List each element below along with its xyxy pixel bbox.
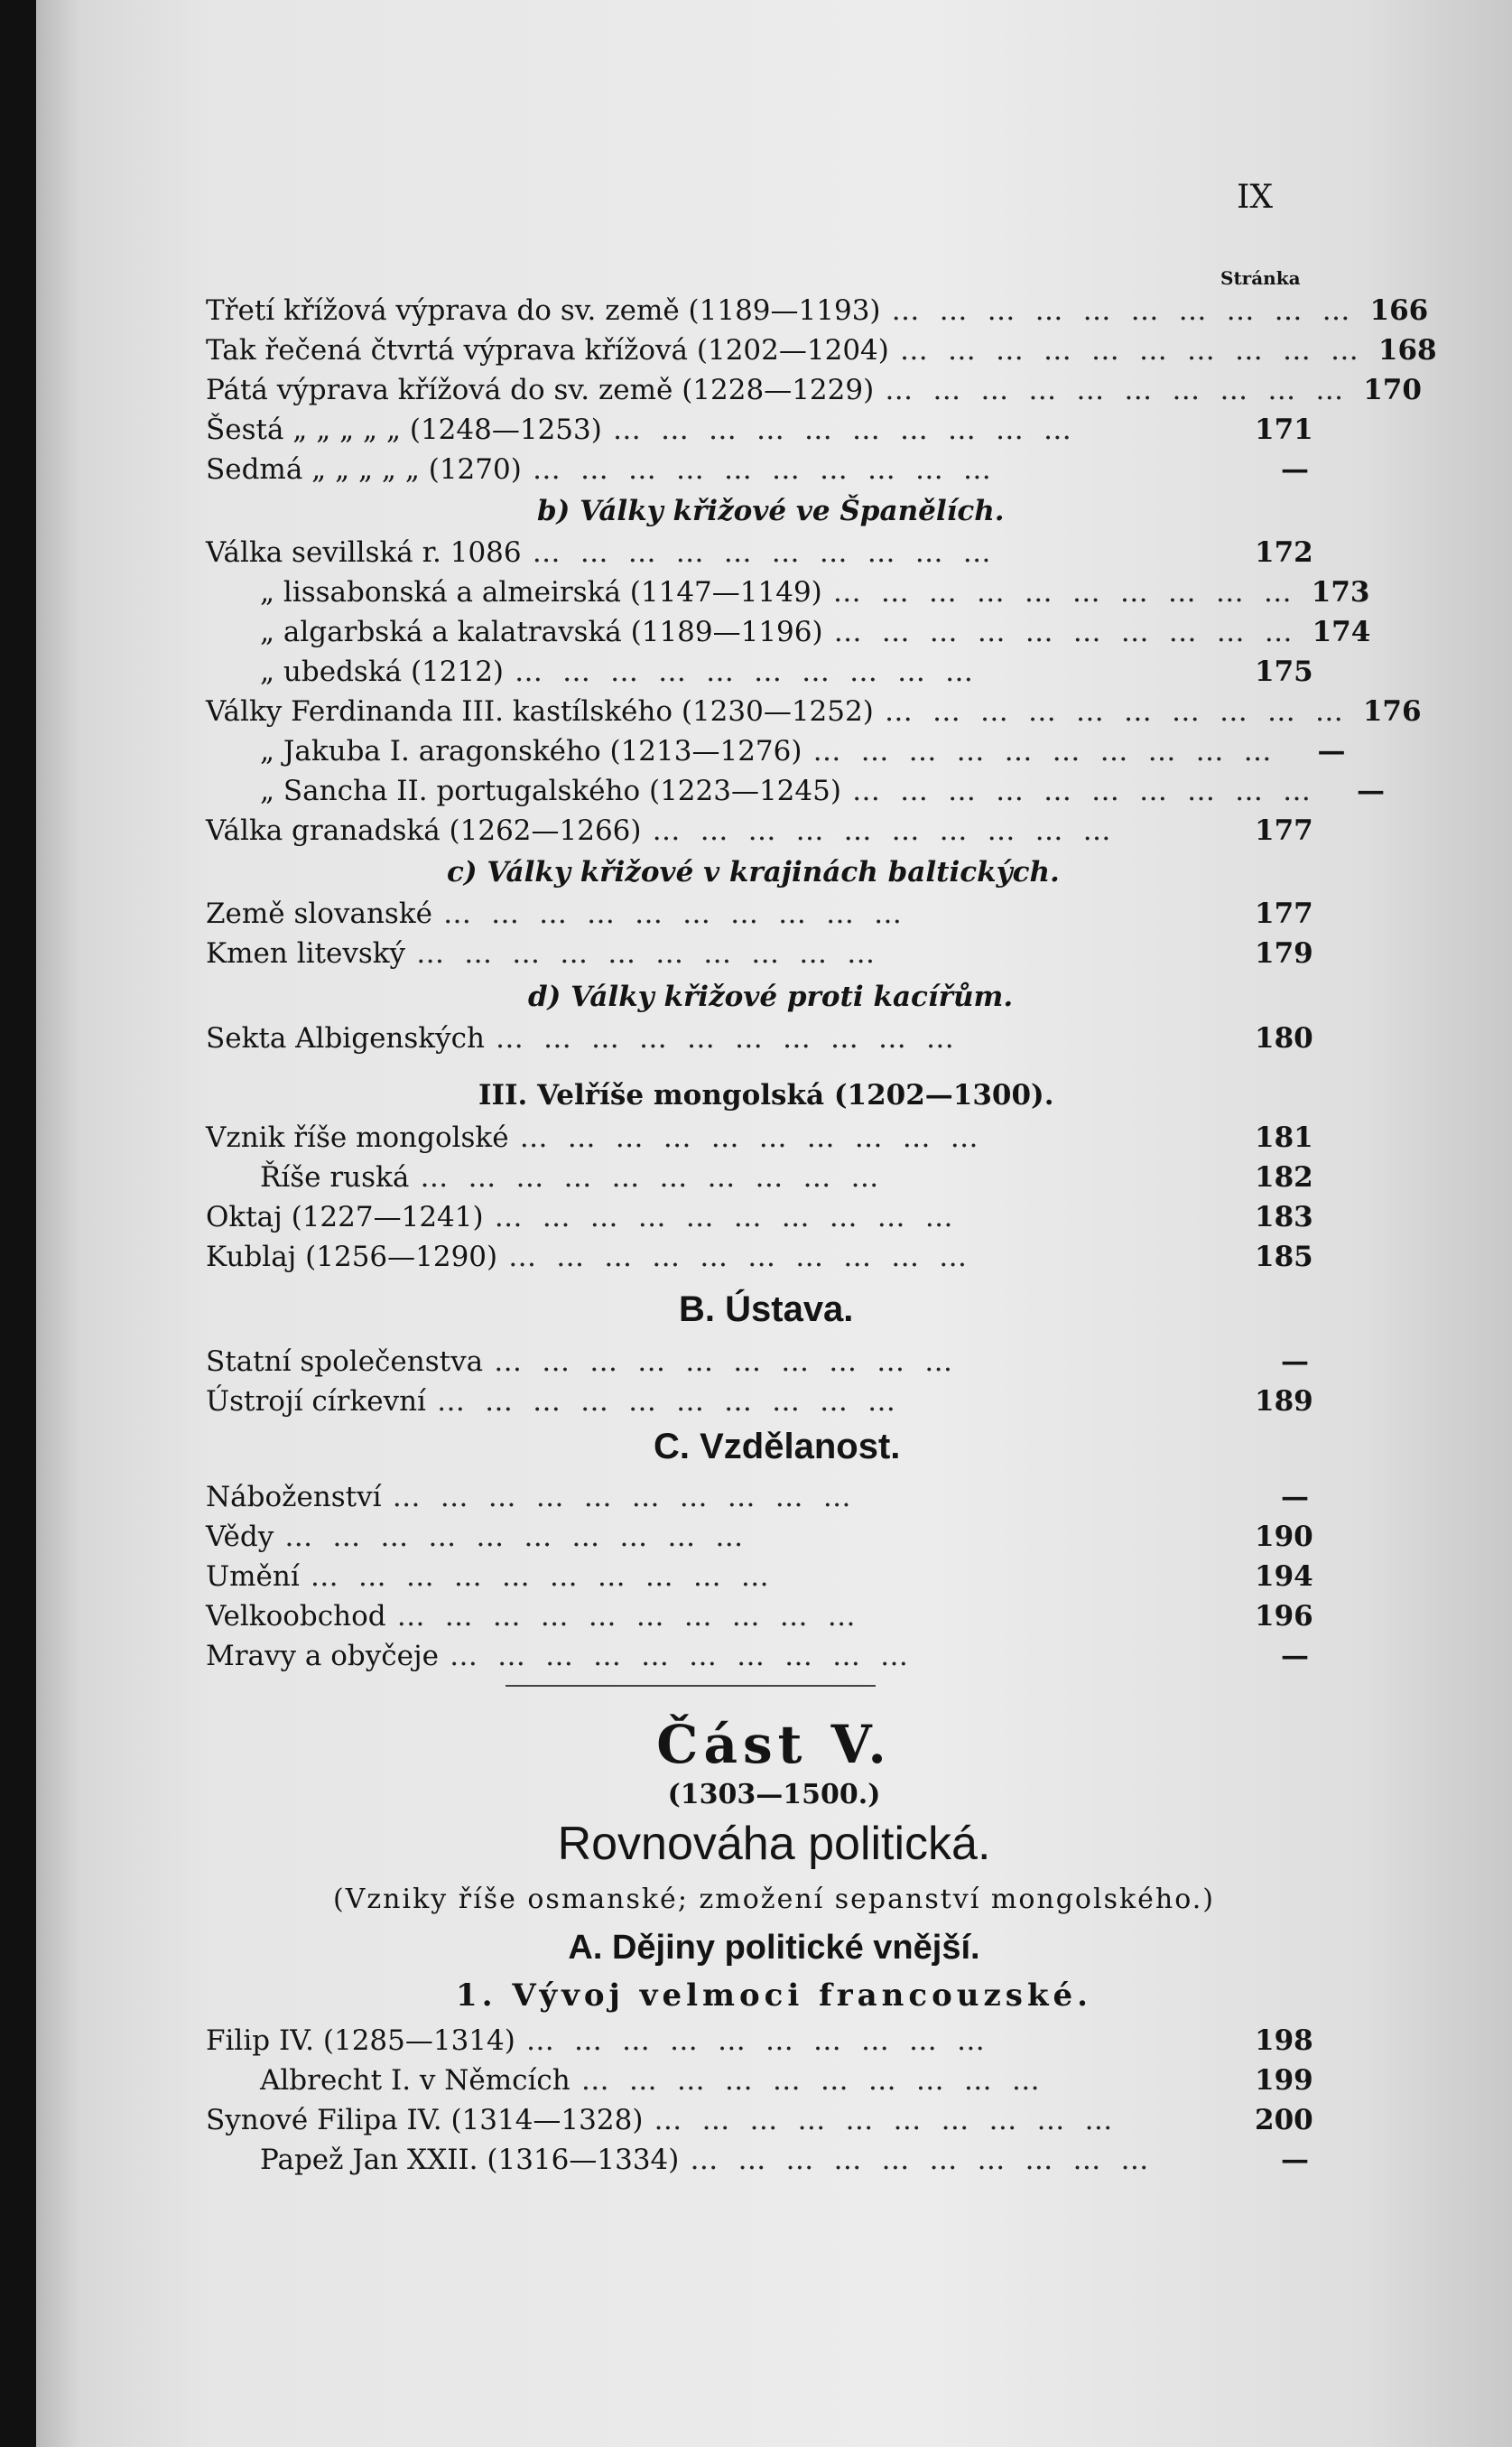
subsection-heading: b) Války křižové ve Španělích. <box>537 495 1005 527</box>
toc-row[interactable]: Země slovanské ………………………… 177 <box>206 898 1313 930</box>
toc-row[interactable]: Albrecht I. v Němcích ………………………… 199 <box>260 2064 1313 2097</box>
page-number: IX <box>1237 179 1273 216</box>
toc-row[interactable]: Tak řečená čtvrtá výprava křížová (1202—1204) ………………………… 168 <box>206 334 1437 367</box>
toc-row[interactable]: „ Sancha II. portugalského (1223—1245) ………………………… — <box>260 775 1385 807</box>
toc-row[interactable]: „ lissabonská a almeirská (1147—1149) ………………………… 173 <box>260 576 1370 609</box>
toc-row[interactable]: Kmen litevský ………………………… 179 <box>206 937 1313 970</box>
toc-row[interactable]: Synové Filipa IV. (1314—1328) ………………………… 200 <box>206 2104 1313 2136</box>
toc-row[interactable]: „ Jakuba I. aragonského (1213—1276) ………………………… — <box>260 735 1346 768</box>
page-column-header: Stránka <box>1220 267 1301 289</box>
toc-row[interactable]: Vznik říše mongolské ………………………… 181 <box>206 1121 1313 1154</box>
toc-row[interactable]: Mravy a obyčeje ………………………… — <box>206 1640 1309 1672</box>
part-years: (1303—1500.) <box>667 1779 881 1810</box>
toc-row[interactable]: Umění ………………………… 194 <box>206 1560 1313 1593</box>
book-spine-shadow <box>0 0 36 2447</box>
subsection-heading: d) Války křižové proti kacířům. <box>528 981 1014 1013</box>
toc-row[interactable]: Šestá „ „ „ „ „ (1248—1253) ………………………… 171 <box>206 414 1313 446</box>
toc-row[interactable]: Vědy ………………………… 190 <box>206 1521 1313 1553</box>
section-heading: B. Ústava. <box>679 1289 854 1329</box>
toc-row[interactable]: „ ubedská (1212) ………………………… 175 <box>260 656 1313 688</box>
toc-row[interactable]: Kublaj (1256—1290) ………………………… 185 <box>206 1241 1313 1273</box>
section-heading: C. Vzdělanost. <box>654 1427 901 1466</box>
section-heading: A. Dějiny politické vnější. <box>568 1929 980 1967</box>
divider-rule <box>506 1685 876 1687</box>
toc-row[interactable]: Pátá výprava křížová do sv. země (1228—1229) ………………………… 170 <box>206 374 1422 406</box>
toc-row[interactable]: Filip IV. (1285—1314) ………………………… 198 <box>206 2024 1313 2057</box>
part-subtitle: Rovnováha politická. <box>557 1818 991 1870</box>
subsection-heading: c) Války křižové v krajinách baltických. <box>447 856 1060 889</box>
part-title: Část V. <box>656 1714 892 1775</box>
toc-row[interactable]: Ústrojí církevní ………………………… 189 <box>206 1385 1313 1418</box>
section-heading: III. Velříše mongolská (1202—1300). <box>478 1079 1054 1112</box>
book-page <box>36 0 1512 2447</box>
toc-row[interactable]: Válka sevillská r. 1086 ………………………… 172 <box>206 536 1313 569</box>
toc-row[interactable]: Papež Jan XXII. (1316—1334) ………………………… — <box>260 2144 1309 2176</box>
toc-row[interactable]: Náboženství ………………………… — <box>206 1481 1309 1513</box>
toc-row[interactable]: Říše ruská ………………………… 182 <box>260 1161 1313 1194</box>
toc-row[interactable]: Statní společenstva ………………………… — <box>206 1345 1309 1378</box>
toc-row[interactable]: Sedmá „ „ „ „ „ (1270) ………………………… — <box>206 453 1309 486</box>
toc-row[interactable]: „ algarbská a kalatravská (1189—1196) ………………………… 174 <box>260 616 1371 648</box>
toc-row[interactable]: Války Ferdinanda III. kastílského (1230—1252) ………………………… 176 <box>206 695 1422 728</box>
toc-row[interactable]: Velkoobchod ………………………… 196 <box>206 1600 1313 1633</box>
part-note: (Vzniky říše osmanské; zmožení sepanství mongolského.) <box>333 1884 1215 1915</box>
toc-row[interactable]: Třetí křížová výprava do sv. země (1189—1193) ………………………… 166 <box>206 294 1429 327</box>
toc-row[interactable]: Oktaj (1227—1241) ………………………… 183 <box>206 1201 1313 1233</box>
toc-row[interactable]: Sekta Albigenských ………………………… 180 <box>206 1022 1313 1055</box>
chapter-heading: 1. Vývoj velmoci francouzské. <box>456 1977 1092 2014</box>
toc-row[interactable]: Válka granadská (1262—1266) ………………………… 177 <box>206 814 1313 847</box>
